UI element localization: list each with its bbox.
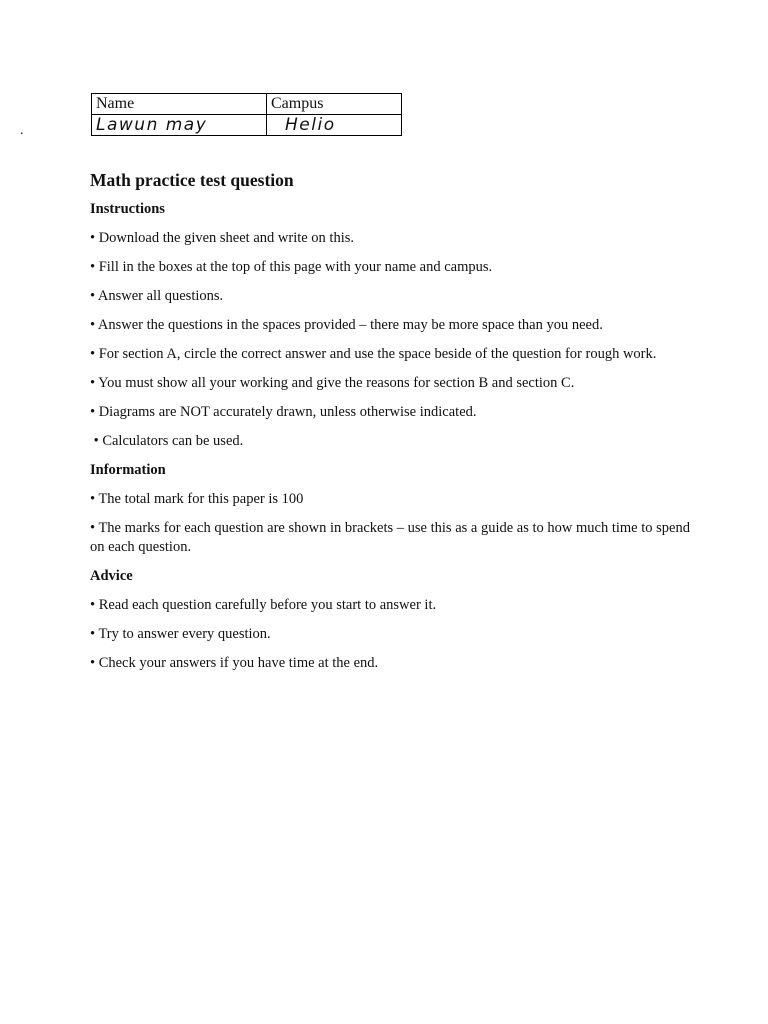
instruction-item: • Calculators can be used. [90,433,244,449]
handwritten-name: Lawun may [96,114,208,135]
document-body [90,170,690,683]
instructions-heading: Instructions [90,201,165,217]
campus-label: Campus [267,94,402,115]
instruction-item: • Answer all questions. [90,288,224,304]
information-heading: Information [90,462,166,478]
name-field[interactable] [92,115,267,136]
instruction-item: • Download the given sheet and write on this. [90,230,355,246]
page-title: Math practice test question [90,170,294,190]
information-item: • The total mark for this paper is 100 [90,491,304,507]
name-label: Name [92,94,267,115]
advice-item: • Read each question carefully before you start to answer it. [90,597,437,613]
instruction-item: • For section A, circle the correct answer and use the space beside of the question for rough work. [90,346,657,362]
advice-item: • Check your answers if you have time at the end. [90,655,379,671]
table-answer-row [92,115,402,136]
advice-heading: Advice [90,568,133,584]
name-campus-table [91,93,402,136]
instruction-item: • Fill in the boxes at the top of this page with your name and campus. [90,259,493,275]
instruction-item: • Answer the questions in the spaces provided – there may be more space than you need. [90,317,603,333]
handwritten-campus: Helio [285,114,336,135]
instruction-item: • Diagrams are NOT accurately drawn, unless otherwise indicated. [90,404,477,420]
stray-mark: . [20,123,24,138]
advice-item: • Try to answer every question. [90,626,271,642]
table-header-row [92,94,402,115]
information-item: • The marks for each question are shown in brackets – use this as a guide as to how much time to spend on each question. [90,520,690,555]
campus-field[interactable] [267,115,402,136]
instruction-item: • You must show all your working and give the reasons for section B and section C. [90,375,575,391]
